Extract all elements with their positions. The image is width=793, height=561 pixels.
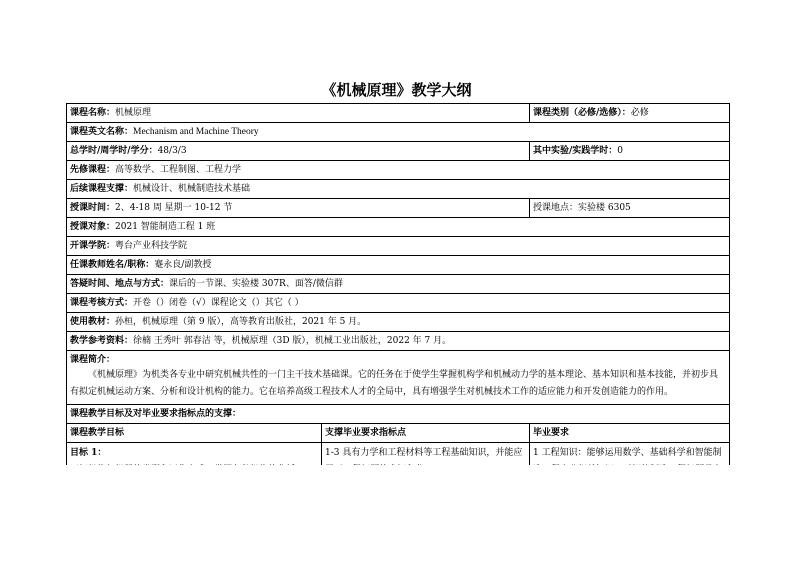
cell-course-name: [67, 104, 530, 123]
course-en-value: Mechanism and Machine Theory: [133, 126, 259, 137]
qa-value: 课后的一节课、实验楼 307R、面答/微信群: [169, 278, 343, 289]
row-followup: [67, 180, 730, 199]
cell-objectives-section: [67, 405, 730, 424]
cell-course-en: [67, 123, 730, 142]
schedule-label: 授课时间：: [70, 202, 116, 213]
exam-value: 开卷（）闭卷（√）课程论文（）其它（ ）: [133, 297, 304, 308]
lab-hours-value: 0: [617, 145, 624, 156]
cell-exam: [67, 294, 730, 313]
row-hours: [67, 142, 730, 161]
audience-value: 2021 智能制造工程 1 班: [115, 221, 216, 232]
exam-label: 课程考核方式：: [70, 297, 134, 308]
cell-college: [67, 237, 730, 256]
refs-value: 徐楠 王秀叶 郭春洁 等，机械原理（3D 版），机械工业出版社，2022 年 7 月。: [133, 335, 452, 346]
course-name-value: 机械原理: [115, 107, 152, 118]
cell-teacher: [67, 256, 730, 275]
cell-refs: [67, 332, 730, 351]
lab-hours-label: 其中实验/实践学时：: [533, 145, 618, 156]
row-course-en: [67, 123, 730, 142]
prereq-value: 高等数学、工程制图、工程力学: [115, 164, 242, 175]
row-course-name: [67, 104, 730, 123]
cell-followup: [67, 180, 730, 199]
syllabus-table: [66, 103, 730, 497]
row-exam: [67, 294, 730, 313]
college-label: 开课学院：: [70, 240, 116, 251]
row-college: [67, 237, 730, 256]
header-goal: 课程教学目标: [67, 424, 322, 443]
row-schedule: [67, 199, 730, 218]
row-objectives-section: [67, 405, 730, 424]
course-type-value: 必修: [630, 107, 649, 118]
goal-1-label: 目标 1：: [70, 448, 107, 458]
cell-lab-hours: [530, 142, 730, 161]
course-type-label: 课程类别（必修/选修）：: [533, 107, 631, 118]
qa-label: 答疑时间、地点与方式：: [70, 278, 170, 289]
cell-textbook: [67, 313, 730, 332]
location-label: 授课地点：: [533, 202, 579, 213]
teacher-value: 蹇永良/副教授: [154, 259, 212, 270]
schedule-value: 2、4-18 周 星期一 10-12 节: [115, 202, 233, 213]
cell-schedule: [67, 199, 530, 218]
cell-requirement-1: 1 工程知识：能够运用数学、基础科学和智能制: [530, 443, 730, 497]
cell-prereq: [67, 161, 730, 180]
row-intro: [67, 351, 730, 405]
row-prereq: [67, 161, 730, 180]
header-requirement: 毕业要求: [530, 424, 730, 443]
college-value: 粤台产业科技学院: [115, 240, 188, 251]
cell-hours: [67, 142, 530, 161]
row-textbook: [67, 313, 730, 332]
cell-intro: [67, 351, 730, 405]
hours-value: 48/3/3: [157, 145, 187, 156]
cell-indicator-1: 1-3 具有力学和工程材料等工程基础知识，并能应: [322, 443, 530, 497]
cell-qa: [67, 275, 730, 294]
objectives-section-label: 课程教学目标及对毕业要求指标点的支撑：: [70, 408, 242, 419]
textbook-value: 孙桓，机械原理（第 9 版），高等教育出版社，2021 年 5 月。: [115, 316, 367, 327]
cell-audience: [67, 218, 730, 237]
document-title: 《机械原理》教学大纲: [321, 81, 472, 99]
row-refs: [67, 332, 730, 351]
followup-label: 后续课程支撑：: [70, 183, 134, 194]
course-name-label: 课程名称：: [70, 107, 116, 118]
intro-text: 《机械原理》为机类各专业中研究机械共性的一门主干技术基础课。它的任务在于使学生掌握机构学和机械动力学的基本理论、基本知识和基本技能，并初步具有拟定机械运动方案、分析和设计机构的能力。它在培养高级工程技术人才的全局中，具有增强学生对机械技术工作的适应能力和开发创造能力的作用。: [70, 370, 719, 397]
intro-label: 课程简介：: [70, 355, 116, 365]
course-en-label: 课程英文名称：: [70, 126, 134, 137]
row-objectives-header: [67, 424, 730, 443]
cell-course-type: [530, 104, 730, 123]
location-value: 实验楼 6305: [578, 202, 631, 213]
refs-label: 教学参考资料：: [70, 335, 134, 346]
teacher-label: 任课教师姓名/职称：: [70, 259, 155, 270]
page-bottom-margin: [0, 465, 793, 561]
textbook-label: 使用教材：: [70, 316, 116, 327]
hours-label: 总学时/周学时/学分：: [70, 145, 158, 156]
row-teacher: [67, 256, 730, 275]
header-indicator: 支撑毕业要求指标点: [322, 424, 530, 443]
row-qa: [67, 275, 730, 294]
row-audience: [67, 218, 730, 237]
audience-label: 授课对象：: [70, 221, 116, 232]
cell-location: [530, 199, 730, 218]
prereq-label: 先修课程：: [70, 164, 116, 175]
followup-value: 机械设计、机械制造技术基础: [133, 183, 251, 194]
